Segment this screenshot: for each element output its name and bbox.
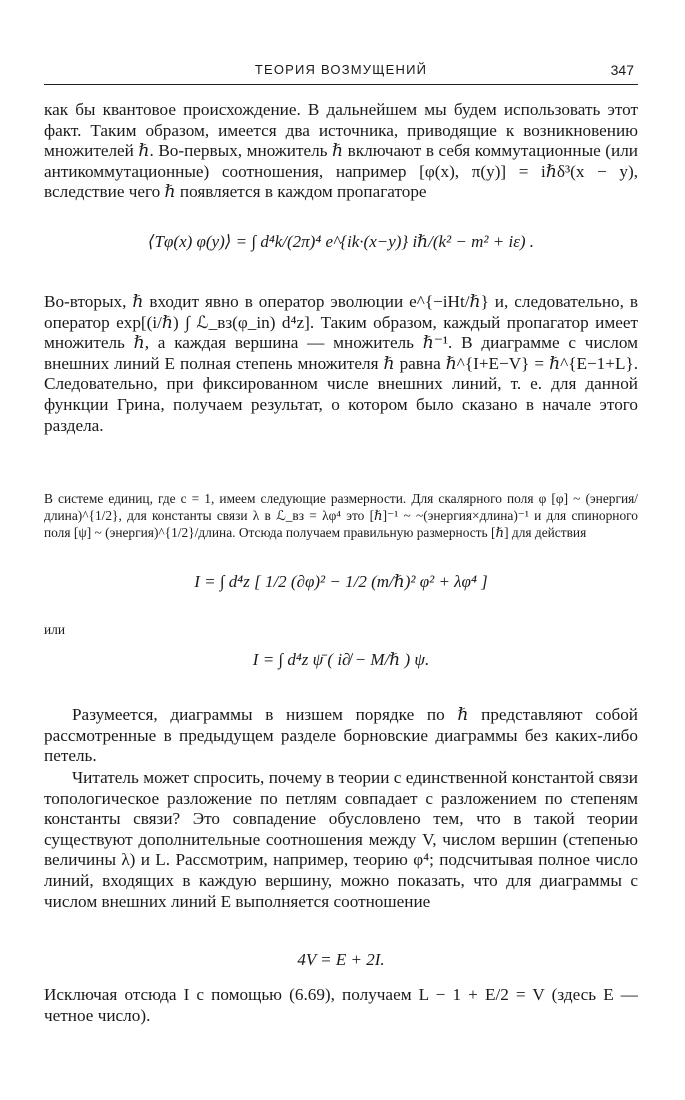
page-number: 347 bbox=[610, 62, 634, 78]
formula-scalar-action: I = ∫ d⁴z [ 1/2 (∂φ)² − 1/2 (m/ℏ)² φ² + λφ⁴ ] bbox=[194, 572, 488, 591]
paragraph-5: Исключая отсюда I с помощью (6.69), получаем L − 1 + E/2 = V (здесь E — четное число). bbox=[44, 985, 638, 1025]
formula-spinor-action: I = ∫ d⁴z ψ̄ ( i∂̸ − M/ℏ ) ψ. bbox=[252, 650, 430, 669]
running-header bbox=[44, 60, 638, 85]
label-or: или bbox=[44, 622, 66, 637]
paragraph-4: Читатель может спросить, почему в теории с единственной константой связи топологическое разложение по петлям совпадает с разложением по степеням константы связи? Это совпадение обусловлено тем, что в такой теории существуют дополнительные соотношения между V, числом вершин (степенью величины λ) и L. Рассмотрим, например, теорию φ⁴; подсчитывая полное число линий, входящих в каждую вершину, можно показать, что для диаграммы с числом внешних линий E выполняется соотношение bbox=[44, 768, 638, 911]
running-title: ТЕОРИЯ ВОЗМУЩЕНИЙ bbox=[254, 62, 428, 77]
formula-vertex-relation: 4V = E + 2I. bbox=[297, 950, 385, 969]
paragraph-3: Разумеется, диаграммы в низшем порядке по ℏ представляют собой рассмотренные в предыдущем разделе борновские диаграммы без каких-либо петель. bbox=[44, 705, 638, 766]
small-print-note: В системе единиц, где c = 1, имеем следующие размерности. Для скалярного поля φ [φ] ~ (энергия/длина)^{1/2}, для константы связи λ в ℒ_вз = λφ⁴ это [ℏ]⁻¹ ~ ~(энергия×длина)⁻¹ и для спинорного поля [ψ] ~ (энергия)^{1/2}/длина. Отсюда получаем правильную размерность [ℏ] для действия bbox=[44, 491, 638, 540]
formula-propagator: ⟨Tφ(x) φ(y)⟩ = ∫ d⁴k/(2π)⁴ e^{ik·(x−y)} iℏ/(k² − m² + iε) . bbox=[147, 232, 535, 251]
paragraph-2: Во-вторых, ℏ входит явно в оператор эволюции e^{−iHt/ℏ} и, следовательно, в оператор exp[(i/ℏ) ∫ ℒ_вз(φ_in) d⁴z]. Таким образом, каждый пропагатор имеет множитель ℏ, а каждая вершина — множитель ℏ⁻¹. В диаграмме с числом внешних линий E полная степень множителя ℏ равна ℏ^{I+E−V} = ℏ^{E−1+L}. Следовательно, при фиксированном числе внешних линий, т. е. для данной функции Грина, получаем результат, о котором было сказано в начале этого раздела. bbox=[44, 292, 638, 435]
paragraph-1: как бы квантовое происхождение. В дальнейшем мы будем использовать этот факт. Таким образом, имеется два источника, приводящие к возникновению множителей ℏ. Во-первых, множитель ℏ включают в себя коммутационные (или антикоммутационные) соотношения, например [φ(x), π(y)] = iℏδ³(x − y), вследствие чего ℏ появляется в каждом пропагаторе bbox=[44, 100, 638, 202]
